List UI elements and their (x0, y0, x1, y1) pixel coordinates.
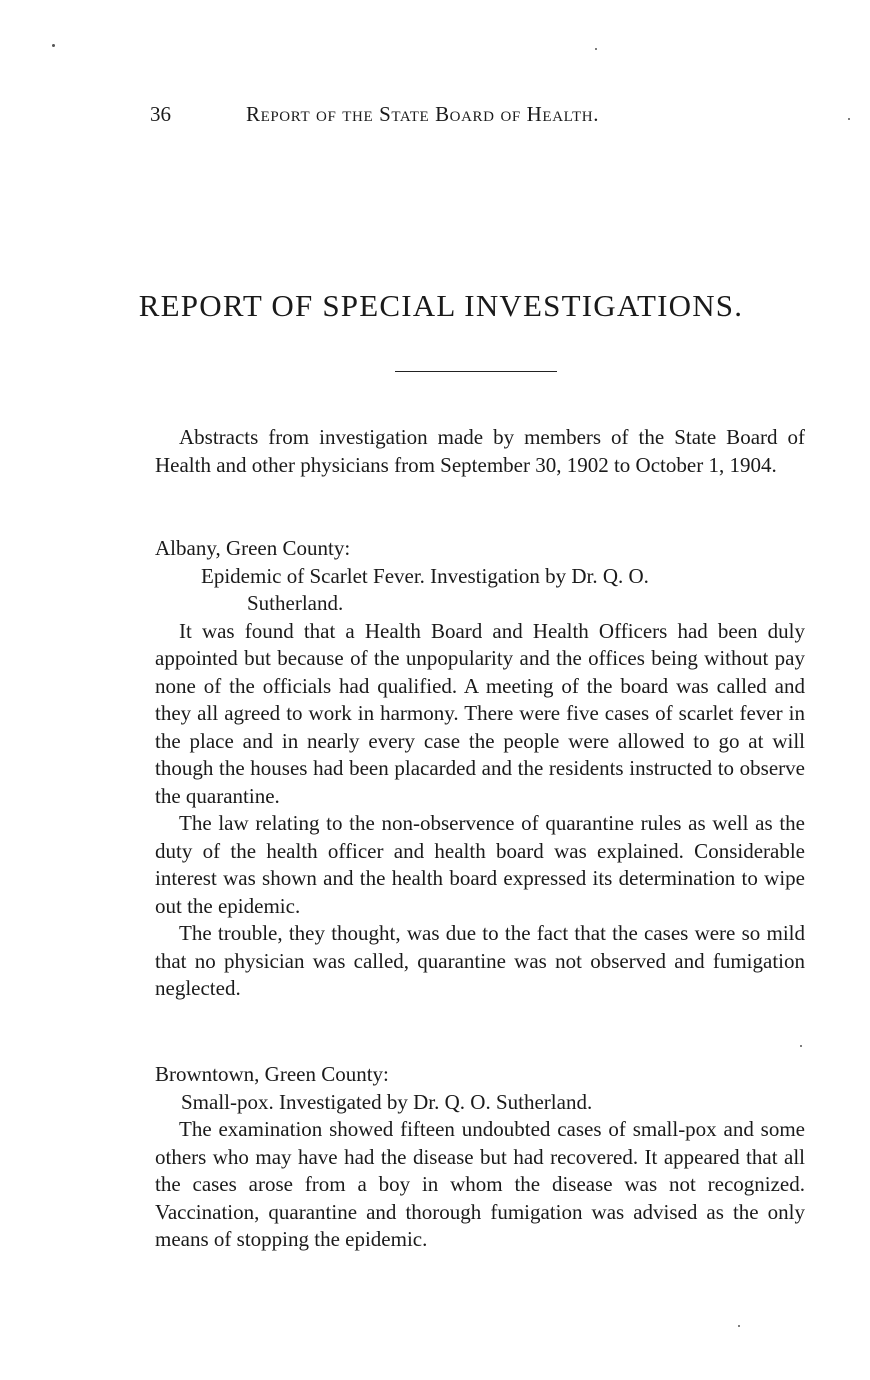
intro-paragraph: Abstracts from investigation made by members of the State Board of Health and other physicians from September 30, 1902 to October 1, 1904. (155, 425, 805, 477)
section-paragraph: The examination showed fifteen undoubted cases of small-pox and some others who may have had the disease but had recovered. It appeared that all the cases arose from a boy in whom the disease was not recognized. Vaccination, quarantine and thorough fumigation was advised as the only means of stopping the epidemic. (155, 1117, 805, 1251)
intro-block (155, 424, 805, 479)
section-paragraph: It was found that a Health Board and Health Officers had been duly appointed but because of the unpopularity and the offices being without pay none of the officials had qualified. A meeting of the board was called and they all agreed to work in harmony. There were five cases of scarlet fever in the place and in nearly every case the people were allowed to go at will though the houses had been placarded and the residents instructed to observe the quarantine. (155, 618, 805, 808)
section-subject-line: Epidemic of Scarlet Fever. Investigation by Dr. Q. O. (201, 563, 649, 588)
section-paragraph: The law relating to the non-observence of quarantine rules as well as the duty of the health officer and health board was explained. Considerable interest was shown and the health board expressed its determination to wipe out the epidemic. (155, 811, 805, 918)
section-browntown (155, 1061, 805, 1254)
scan-speck (848, 118, 850, 120)
section-place: Albany, Green County: (155, 536, 351, 560)
section-paragraph: The trouble, they thought, was due to the fact that the cases were so mild that no physician was called, quarantine was not observed and fumigation neglected. (155, 921, 805, 1000)
scan-speck (595, 48, 597, 50)
running-title: Report of the State Board of Health. (246, 102, 600, 126)
section-subject-continuation: Sutherland. (247, 591, 344, 615)
scan-speck (52, 44, 55, 47)
page-title: REPORT OF SPECIAL INVESTIGATIONS. (138, 288, 744, 323)
scan-speck (738, 1325, 740, 1327)
section-subject (155, 563, 805, 618)
title-divider (395, 371, 557, 372)
section-albany (155, 535, 805, 1003)
section-subject: Small-pox. Investigated by Dr. Q. O. Sutherland. (181, 1089, 593, 1114)
running-header (150, 102, 710, 132)
page-number: 36 (150, 102, 171, 126)
scan-speck (800, 1045, 802, 1047)
section-place: Browntown, Green County: (155, 1062, 389, 1086)
